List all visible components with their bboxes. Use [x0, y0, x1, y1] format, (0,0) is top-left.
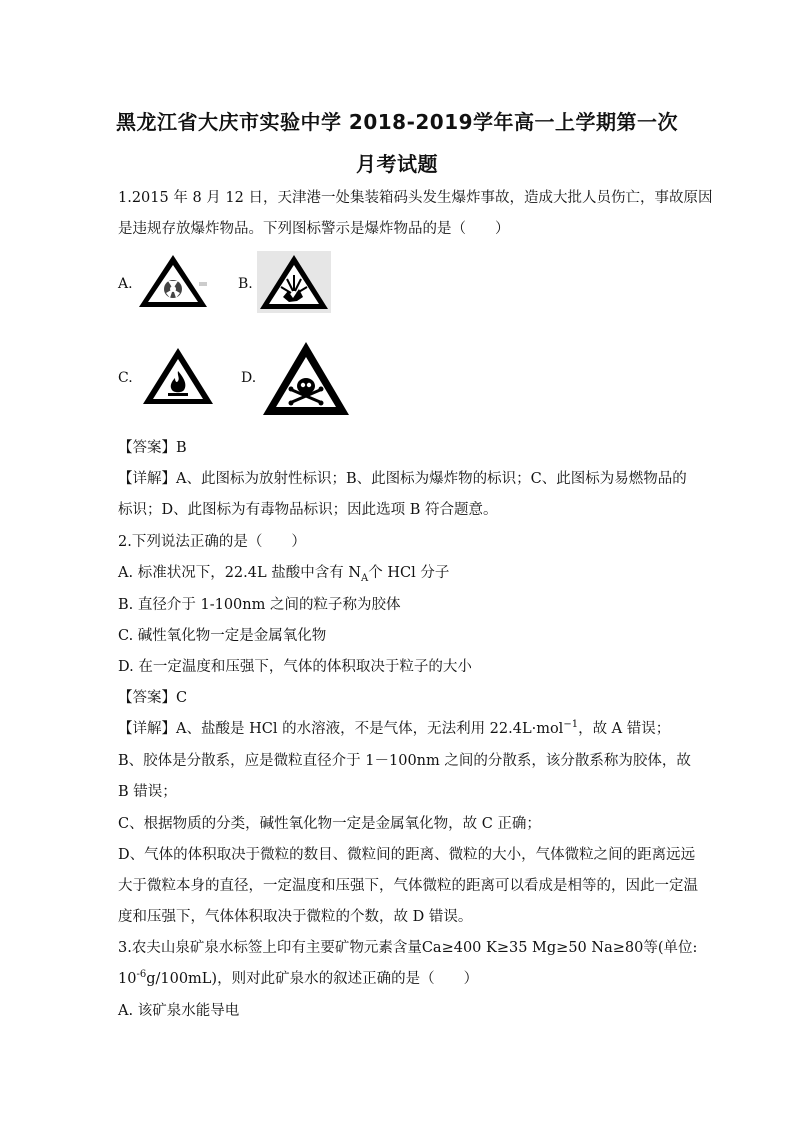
q1-option-b-label: B. [238, 276, 253, 292]
q1-option-c-label: C. [118, 370, 133, 386]
toxic-warning-icon [262, 340, 350, 417]
q1-option-a-label: A. [118, 276, 133, 292]
q1-detail-line2: 标识；D、此图标为有毒物品标识；因此选项 B 符合题意。 [118, 502, 498, 518]
q2-option-a [118, 561, 449, 584]
flammable-warning-icon [141, 345, 215, 407]
q3-stem-line1: 3.农夫山泉矿泉水标签上印有主要矿物元素含量Ca≥400 K≥35 Mg≥50 Na≥80等(单位: [118, 940, 698, 956]
radioactive-warning-icon [137, 252, 209, 310]
q2-option-d: D. 在一定温度和压强下，气体的体积取决于粒子的大小 [118, 659, 472, 675]
q2-detail-line3: B 错误； [118, 784, 177, 800]
q2-detail-line6: 大于微粒本身的直径，一定温度和压强下，气体微粒的距离可以看成是相等的，因此一定温 [118, 878, 698, 894]
q2-stem: 2.下列说法正确的是（ ） [118, 534, 306, 550]
q1-detail-line1: 【详解】A、此图标为放射性标识；B、此图标为爆炸物的标识；C、此图标为易燃物品的 [118, 471, 687, 487]
q3-unit-base: 10 [118, 971, 137, 987]
explosive-warning-icon [257, 251, 331, 313]
q2-option-a-text: A. 标准状况下，22.4L 盐酸中含有 N [118, 565, 362, 581]
q2-option-c: C. 碱性氧化物一定是金属氧化物 [118, 628, 327, 644]
q2-option-a-tail: 个 HCl 分子 [368, 565, 450, 581]
page-title-line1: 黑龙江省大庆市实验中学 2018-2019学年高一上学期第一次 [115, 110, 679, 134]
q1-answer: 【答案】B [118, 440, 187, 456]
page-title-line2: 月考试题 [356, 152, 438, 176]
q1-stem-line1: 1.2015 年 8 月 12 日，天津港一处集装箱码头发生爆炸事故，造成大批人员伤亡，事故原因 [118, 190, 713, 206]
q2-detail-line2: B、胶体是分散系，应是微粒直径介于 1－100nm 之间的分散系，该分散系称为胶体，故 [118, 753, 691, 769]
q2-detail-line1-tail: ，故 A 错误； [578, 721, 671, 737]
q2-answer: 【答案】C [118, 690, 188, 706]
q2-detail-superscript: −1 [563, 719, 579, 731]
q2-detail-line1-text: 【详解】A、盐酸是 HCl 的水溶液，不是气体，无法利用 22.4L·mol [118, 721, 564, 737]
q2-detail-line5: D、气体的体积取决于微粒的数目、微粒间的距离、微粒的大小，气体微粒之间的距离远远 [118, 847, 696, 863]
q2-detail-line4: C、根据物质的分类，碱性氧化物一定是金属氧化物，故 C 正确； [118, 816, 541, 832]
q3-option-a: A. 该矿泉水能导电 [118, 1003, 240, 1019]
q3-stem-line2 [118, 967, 478, 988]
q2-detail-line1 [118, 717, 670, 738]
q2-option-b: B. 直径介于 1-100nm 之间的粒子称为胶体 [118, 597, 401, 613]
q3-stem-line2-tail: g/100mL)，则对此矿泉水的叙述正确的是（ ） [146, 971, 479, 987]
q3-unit-exponent: -6 [136, 969, 147, 981]
q2-detail-line7: 度和压强下，气体体积取决于微粒的个数，故 D 错误。 [118, 909, 473, 925]
avogadro-subscript: A [361, 572, 369, 584]
q1-option-d-label: D. [241, 370, 257, 386]
q1-stem-line2: 是违规存放爆炸物品。下列图标警示是爆炸物品的是（ ） [118, 221, 510, 237]
